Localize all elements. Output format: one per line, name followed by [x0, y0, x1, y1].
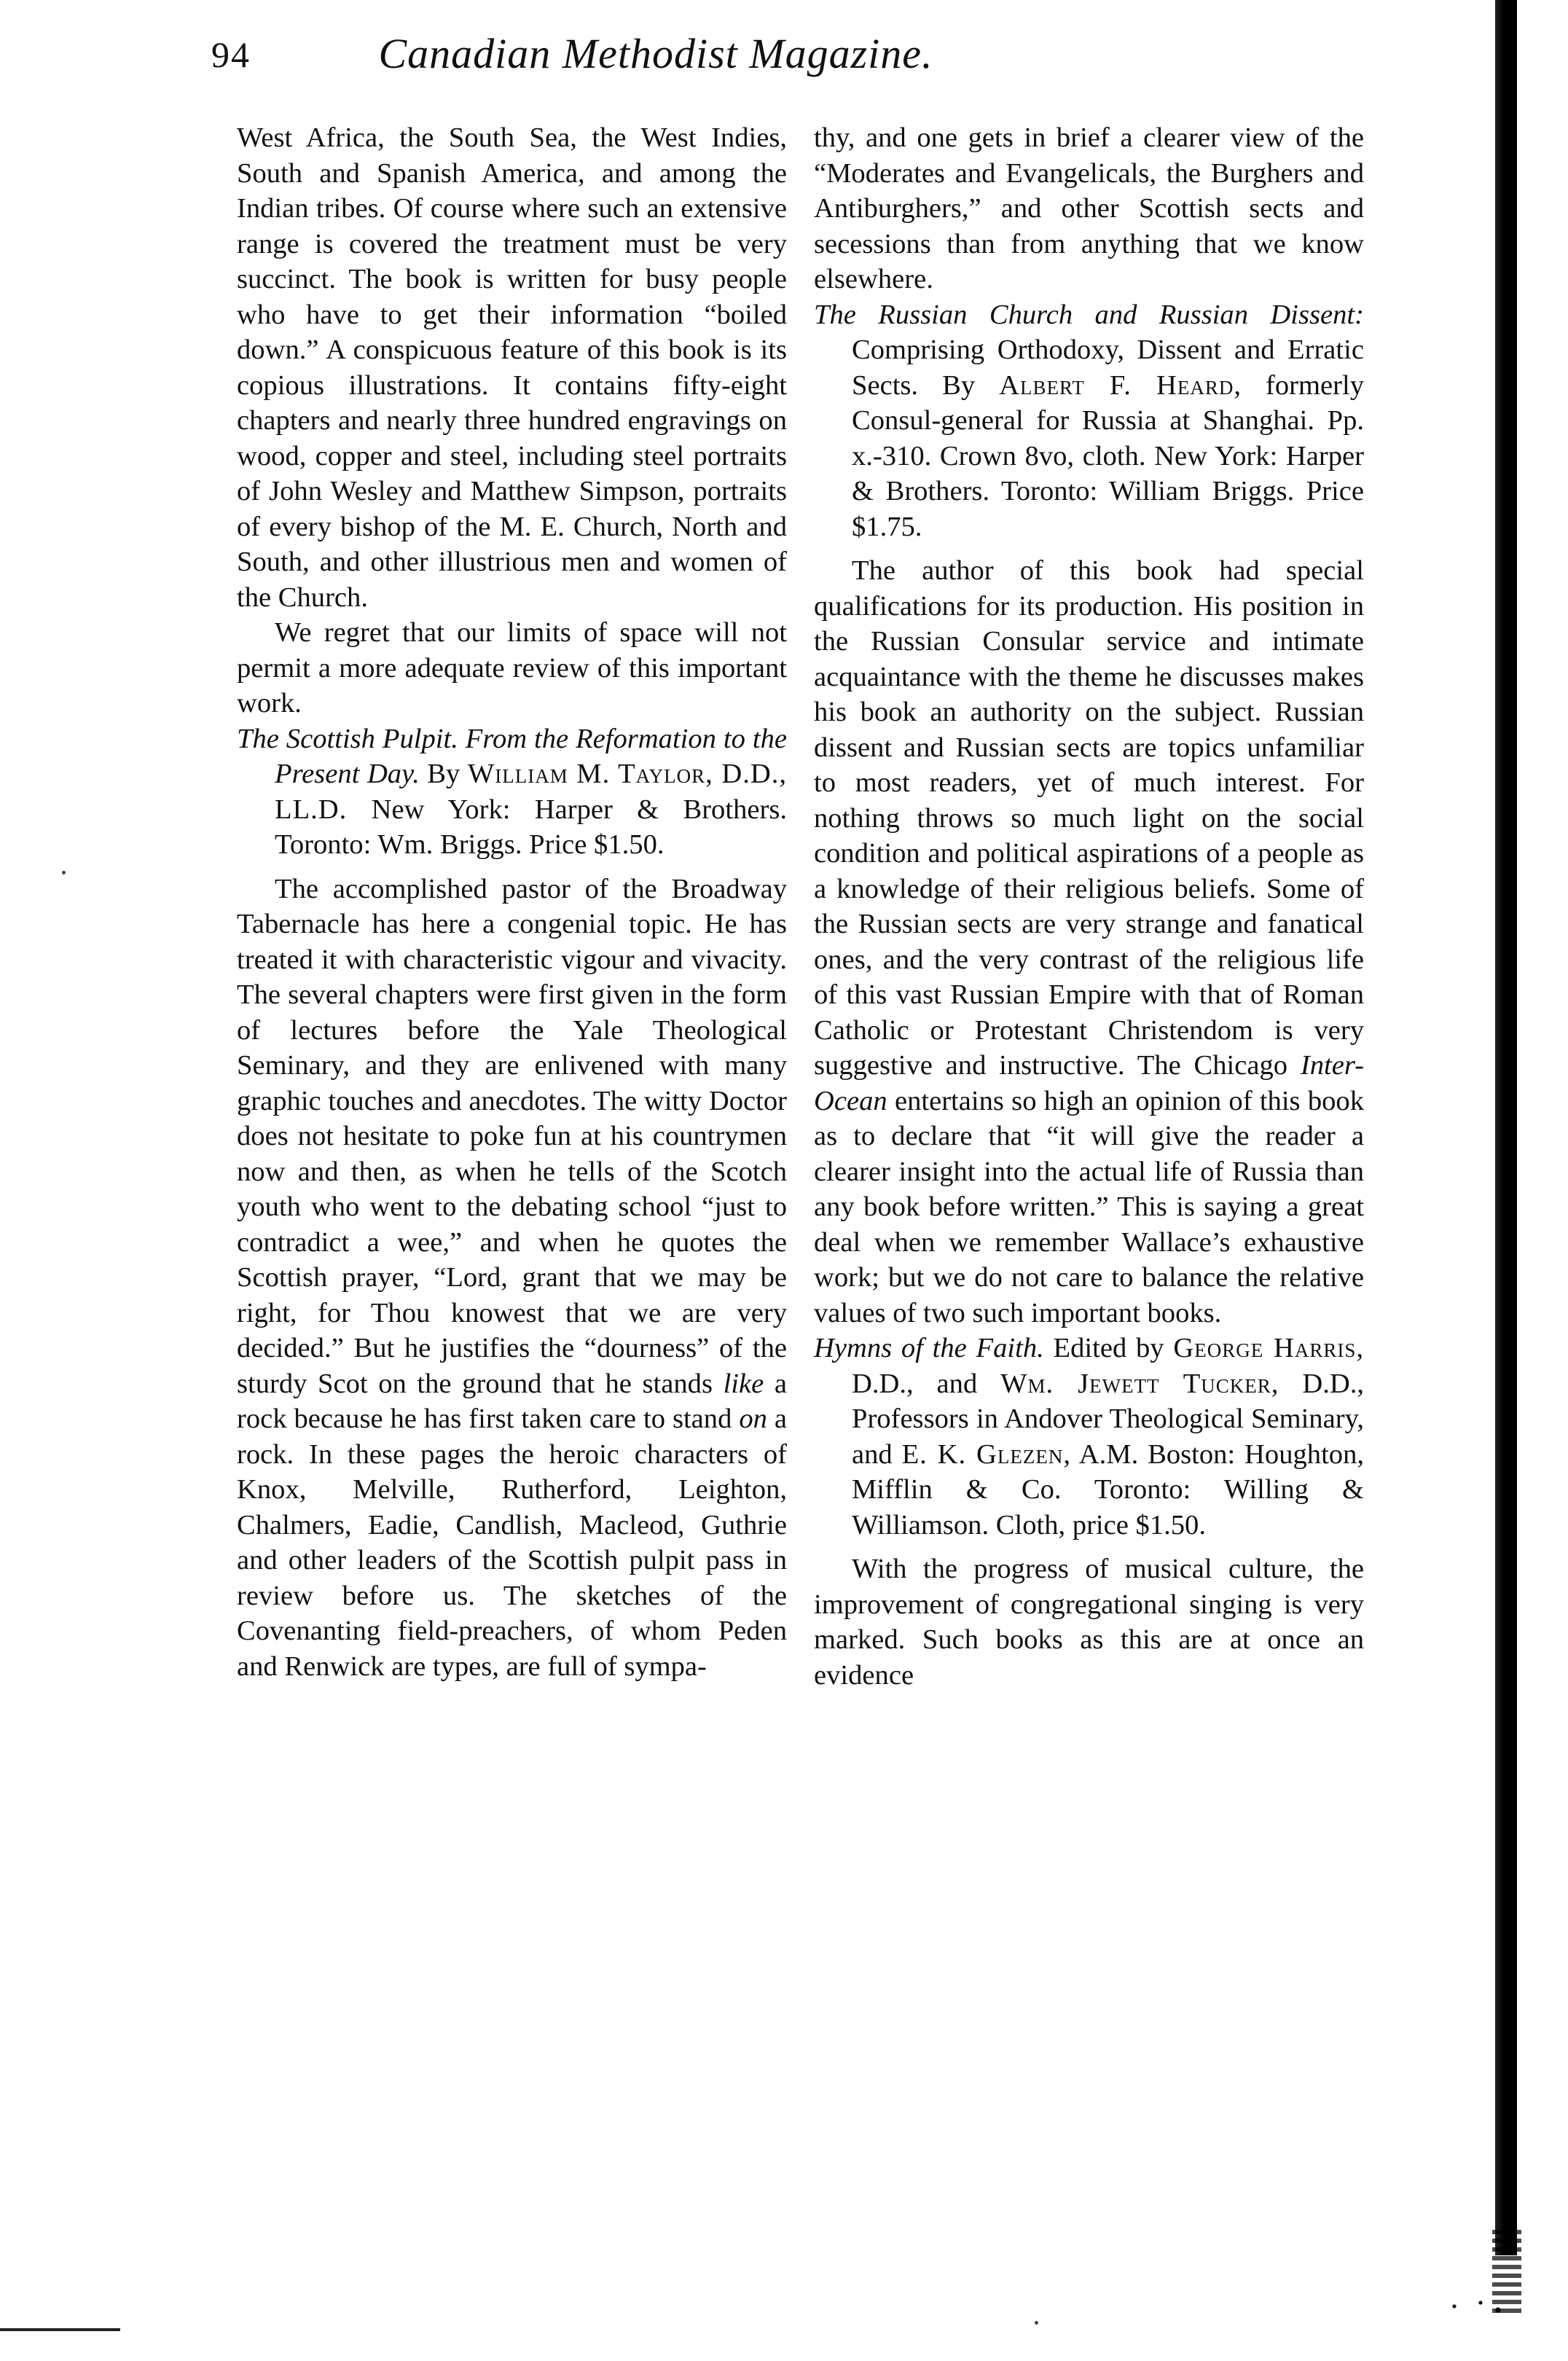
- publisher-info: A.M. Boston: Houghton, Mifflin & Co. Toronto: Willing & Williamson. Cloth, price $1.50.: [852, 1438, 1365, 1540]
- newspaper-name: Inter-Ocean: [814, 1050, 1364, 1116]
- author-credentials: D.D., and: [852, 1368, 978, 1399]
- right-column: [814, 120, 1364, 1693]
- scan-specks: [1428, 2288, 1516, 2325]
- paragraph-continued: West Africa, the South Sea, the West Indies, South and Spanish America, and among the Indian tribes. Of course where such an extensive range is covered the treatment must be very succinct. The book is written for busy people who have to get their information “boiled down.” A conspicuous feature of this book is its copious illustrations. It contains fifty-eight chapters and nearly three hundred engravings on wood, copper and steel, including steel portraits of John Wesley and Matthew Simpson, portraits of every bishop of the M. E. Church, North and South, and other illustrious men and women of the Church.: [237, 122, 787, 613]
- author-name: William M. Taylor, D.D., LL.D.: [275, 759, 788, 825]
- review-text: entertains so high an opinion of this book as to declare that “it will give the reader a clearer insight into the actual life of Russia than any book before written.” This is saying a great deal when we remember Wallace’s exhaustive work; but we do not care to balance the relative values of two such important books.: [814, 1085, 1364, 1328]
- review-text: a rock. In these pages the heroic characters of Knox, Melville, Rutherford, Leighton, Chalmers, Eadie, Candlish, Macleod, Guthrie and other leaders of the Scottish pulpit pass in review before us. The sketches of the Covenanting field-preachers, of whom Peden and Renwick are types, are full of sympa-: [237, 1403, 787, 1682]
- publisher-info: formerly Consul-general for Russia at Shanghai. Pp. x.-310. Crown 8vo, cloth. New York: Harper & Brothers. Toronto: William Briggs. Price $1.75.: [852, 369, 1364, 542]
- book-title: Hymns of the Faith.: [814, 1333, 1044, 1363]
- review-hymns: With the progress of musical culture, the improvement of congregational singing is very marked. Such books as this are at once an evidence: [814, 1554, 1364, 1691]
- book-title: The Scottish Pulpit. From the Reformation to the Present Day.: [237, 723, 787, 789]
- byline: By: [427, 759, 460, 789]
- book-entry-scottish-pulpit: [237, 721, 787, 863]
- review-russian-church: [814, 553, 1364, 1331]
- author-name: Wm. Jewett Tucker,: [1000, 1368, 1279, 1399]
- author-name: Albert F. Heard,: [999, 369, 1242, 401]
- page-header: [211, 29, 1100, 95]
- page-number: 94: [211, 34, 251, 75]
- scan-dot: [62, 871, 66, 874]
- emphasis-word: like: [723, 1368, 764, 1399]
- review-text: The author of this book had special qualifications for its production. His position in the Russian Consular service and intimate acquaintance with the theme he discusses makes his book an authority on the subject. Russian dissent and Russian sects are topics unfamiliar to most readers, yet of much interest. For nothing throws so much light on the social condition and political aspirations of a people as a knowledge of their religious beliefs. Some of the Russian sects are very strange and fanatical ones, and the very contrast of the religious life of this vast Russian Empire with that of Roman Catholic or Protestant Christendom is very suggestive and instructive. The Chicago: [814, 555, 1364, 1081]
- running-title: Canadian Methodist Magazine.: [378, 30, 933, 77]
- publisher-info: New York: Harper & Brothers. Toronto: Wm. Briggs. Price $1.50.: [275, 794, 787, 860]
- paragraph-regret: We regret that our limits of space will not permit a more adequate review of this important work.: [237, 617, 787, 719]
- paragraph-continued: thy, and one gets in brief a clearer view of the “Moderates and Evangelicals, the Burghers and Antiburghers,” and other Scottish sects and secessions than from anything that we know elsewhere.: [814, 122, 1364, 294]
- book-entry-hymns: [814, 1331, 1364, 1543]
- review-text: a rock because he has first taken care to stand: [237, 1368, 787, 1434]
- book-title: The Russian Church and Russian Dissent:: [814, 299, 1364, 330]
- author-name: George Harris,: [1173, 1333, 1364, 1363]
- scan-artifact-line: [0, 2328, 120, 2331]
- author-credentials: D.D., Professors in Andover Theological Seminary, and: [852, 1368, 1365, 1470]
- book-description: Comprising Orthodoxy, Dissent and Erratic Sects. By: [852, 334, 1364, 401]
- review-text: The accomplished pastor of the Broadway Tabernacle has here a congenial topic. He has treated it with characteristic vigour and vivacity. The several chapters were first given in the form of lectures before the Yale Theological Seminary, and they are enlivened with many graphic touches and anecdotes. The witty Doctor does not hesitate to poke fun at his countrymen now and then, as when he tells of the Scotch youth who went to the debating school “just to contradict a wee,” and when he quotes the Scottish prayer, “Lord, grant that we may be right, for Thou knowest that we are very decided.” But he justifies the “dourness” of the sturdy Scot on the ground that he stands: [237, 873, 787, 1399]
- scan-dot: [1035, 2321, 1038, 2325]
- left-column: [237, 120, 787, 1684]
- emphasis-word: on: [739, 1403, 767, 1434]
- scan-edge-bar: [1495, 0, 1517, 2255]
- book-entry-russian-church: [814, 297, 1364, 545]
- review-scottish-pulpit: [237, 872, 787, 1685]
- editor-label: Edited by: [1053, 1333, 1164, 1363]
- author-name: E. K. Glezen,: [901, 1438, 1072, 1470]
